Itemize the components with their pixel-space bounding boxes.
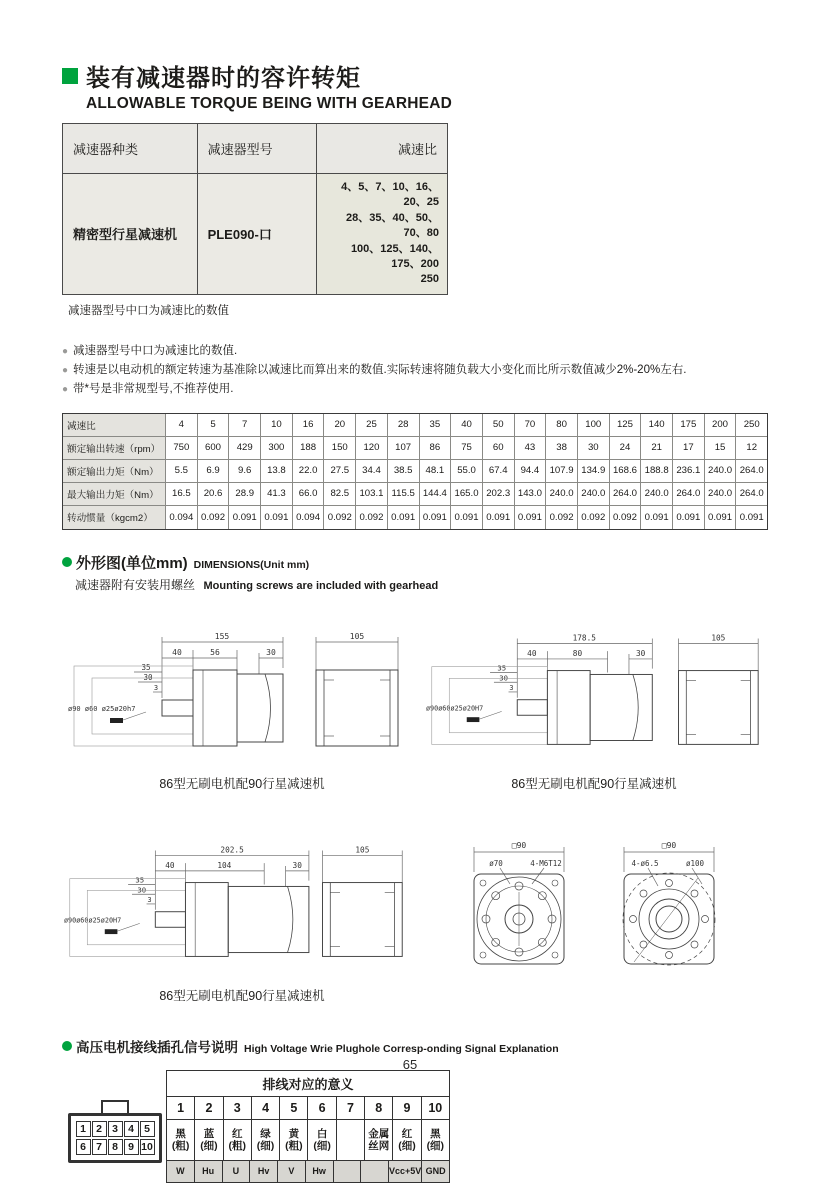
pin-signal-table <box>166 1070 450 1183</box>
dim-h1: 35 <box>497 663 507 673</box>
signal-cell: Vcc+5V <box>388 1161 421 1182</box>
gearhead-table-header-row <box>63 124 448 174</box>
page-number: 65 <box>402 1057 418 1072</box>
spec-cell: 188 <box>292 437 324 459</box>
spec-cell: 134.9 <box>577 460 609 482</box>
spec-cell: 4 <box>166 414 197 436</box>
note-text: 转速是以电动机的额定转速为基准除以减速比而算出来的数值.实际转速将随负载大小变化而比所示数值减少2%-20%左右. <box>73 363 687 376</box>
spec-cell: 0.092 <box>323 506 355 529</box>
connector-pin: 10 <box>141 1140 153 1153</box>
wire-color-cell: 黄(粗) <box>279 1120 307 1160</box>
dim-d2: 56 <box>210 647 220 657</box>
drawing-caption: 86型无刷电机配90行星减速机 <box>159 988 325 1003</box>
spec-row-label: 减速比 <box>63 414 166 436</box>
spec-row-ratio <box>63 414 767 437</box>
spec-cell: 264.0 <box>735 483 767 505</box>
wire-color-cell: 黑(细) <box>421 1120 449 1160</box>
spec-cell: 240.0 <box>704 460 736 482</box>
spec-cell: 240.0 <box>577 483 609 505</box>
wire-color-cell: 绿(细) <box>251 1120 279 1160</box>
pin-number-cell: 5 <box>279 1097 307 1119</box>
drawing-1 <box>62 620 422 792</box>
spec-row-max-torque <box>63 483 767 506</box>
spec-cell: 250 <box>735 414 767 436</box>
page-title-en: ALLOWABLE TORQUE BEING WITH GEARHEAD <box>86 95 452 112</box>
spec-cell: 35 <box>419 414 451 436</box>
pin-number-cell: 4 <box>251 1097 279 1119</box>
spec-cell: 6.9 <box>197 460 229 482</box>
spec-cell: 75 <box>450 437 482 459</box>
dimensions-subtitle <box>75 576 762 594</box>
wire-color-cell: 黑(粗) <box>171 1127 190 1152</box>
spec-cell: 17 <box>672 437 704 459</box>
dim-h2: 30 <box>143 672 153 682</box>
drawing-3 <box>62 832 422 1004</box>
pin-number-cell: 6 <box>307 1097 335 1119</box>
green-dot-icon <box>62 1041 72 1051</box>
green-dot-icon <box>62 557 72 567</box>
spec-cell: 94.4 <box>514 460 546 482</box>
bullet-icon: ● <box>62 383 69 395</box>
connector-pin: 1 <box>76 1121 91 1137</box>
front-left-dim: □90 <box>511 840 527 850</box>
gearhead-type: 精密型行星减速机 <box>63 174 198 295</box>
dimensions-title-en: DIMENSIONS(Unit mm) <box>193 558 310 571</box>
connector-diagram <box>68 1100 162 1163</box>
spec-cell: 28 <box>387 414 419 436</box>
spec-cell: 0.094 <box>166 506 197 529</box>
spec-row-label: 额定输出力矩（Nm） <box>63 460 166 482</box>
dimensions-title-cn: 外形图(单位mm) <box>76 554 188 572</box>
spec-cell: 27.5 <box>323 460 355 482</box>
gearhead-ratios <box>317 174 448 295</box>
spec-cell: 34.4 <box>355 460 387 482</box>
dim-h3: 3 <box>153 683 159 692</box>
bullet-icon: ● <box>62 364 69 376</box>
spec-cell: 15 <box>704 437 736 459</box>
spec-cell: 120 <box>355 437 387 459</box>
green-square-icon <box>62 68 78 84</box>
spec-cell: 168.6 <box>609 460 641 482</box>
dim-flange: 105 <box>711 633 726 643</box>
pin-number-cell: 1 <box>177 1100 185 1115</box>
spec-cell: 41.3 <box>260 483 292 505</box>
pin-number-cell: 9 <box>392 1097 420 1119</box>
front-left-circle-label: ø70 <box>489 858 503 868</box>
spec-cell: 0.092 <box>545 506 577 529</box>
dim-h3: 3 <box>147 895 152 904</box>
spec-cell: 107 <box>387 437 419 459</box>
pin-number-cell: 10 <box>421 1097 449 1119</box>
drawing-2 <box>424 620 764 792</box>
spec-cell: 140 <box>640 414 672 436</box>
spec-cell: 103.1 <box>355 483 387 505</box>
spec-cell: 13.8 <box>260 460 292 482</box>
spec-cell: 600 <box>197 437 229 459</box>
spec-cell: 240.0 <box>545 483 577 505</box>
page-title-row <box>62 58 762 93</box>
dim-h2: 30 <box>499 672 509 682</box>
front-right-holes-label: 4-ø6.5 <box>631 858 659 868</box>
spec-cell: 70 <box>514 414 546 436</box>
spec-cell: 40 <box>450 414 482 436</box>
spec-cell: 0.091 <box>514 506 546 529</box>
spec-cell: 0.092 <box>577 506 609 529</box>
dim-total: 202.5 <box>220 845 244 855</box>
spec-cell: 66.0 <box>292 483 324 505</box>
dim-d3: 30 <box>292 860 302 870</box>
bullet-icon: ● <box>62 345 69 357</box>
dimensions-subtitle-en: Mounting screws are included with gearhead <box>203 579 439 592</box>
wire-color-cell: 蓝(细) <box>194 1120 222 1160</box>
spec-row-rated-speed <box>63 437 767 460</box>
dim-h1: 35 <box>141 662 151 672</box>
dim-total: 155 <box>214 631 230 641</box>
key-mark <box>110 718 123 723</box>
note-item <box>62 361 762 380</box>
spec-cell: 0.092 <box>197 506 229 529</box>
spec-cell: 28.9 <box>228 483 260 505</box>
dim-d1: 40 <box>172 647 182 657</box>
spec-cell: 55.0 <box>450 460 482 482</box>
spec-cell: 0.091 <box>672 506 704 529</box>
signal-cell: GND <box>421 1161 449 1182</box>
spec-row-rated-torque <box>63 460 767 483</box>
dim-h2: 30 <box>137 884 147 894</box>
spec-cell: 236.1 <box>672 460 704 482</box>
spec-cell: 50 <box>482 414 514 436</box>
pin-number-cell: 3 <box>223 1097 251 1119</box>
spec-cell: 107.9 <box>545 460 577 482</box>
pin-number-cell: 7 <box>336 1097 364 1119</box>
dim-h1: 35 <box>135 875 145 885</box>
dim-flange: 105 <box>355 845 370 855</box>
signal-cell: Hv <box>249 1161 277 1182</box>
spec-cell: 5 <box>197 414 229 436</box>
spec-cell: 0.091 <box>419 506 451 529</box>
wire-color-cell: 红(细) <box>392 1120 420 1160</box>
dim-h3: 3 <box>509 683 514 692</box>
spec-row-inertia <box>63 506 767 529</box>
spec-cell: 25 <box>355 414 387 436</box>
spec-cell: 21 <box>640 437 672 459</box>
side-view-drawing-202 <box>62 832 410 972</box>
dim-d1: 40 <box>165 860 175 870</box>
connector-pin: 7 <box>92 1139 107 1155</box>
ratio-line: 250 <box>420 273 439 286</box>
spec-row-label: 最大输出力矩（Nm） <box>63 483 166 505</box>
spec-cell: 16.5 <box>166 483 197 505</box>
dim-flange: 105 <box>349 631 365 641</box>
spec-cell: 150 <box>323 437 355 459</box>
notes-list <box>62 342 762 399</box>
pin-area <box>62 1070 762 1183</box>
shaft-diameters-label: ø90ø60ø25ø20H7 <box>425 704 484 713</box>
signal-cell: Hu <box>194 1161 222 1182</box>
spec-cell: 48.1 <box>419 460 451 482</box>
spec-cell: 300 <box>260 437 292 459</box>
spec-cell: 750 <box>166 437 197 459</box>
connector-pin: 2 <box>92 1121 107 1137</box>
key-mark <box>467 717 480 722</box>
wire-color-cell: 金属丝网 <box>364 1120 392 1160</box>
spec-cell: 0.091 <box>387 506 419 529</box>
drawing-4-front-views <box>424 832 764 1004</box>
connector-body <box>68 1113 162 1163</box>
dimensions-subtitle-cn: 减速器附有安装用螺丝 <box>75 577 196 592</box>
signal-title-cn: 高压电机接线插孔信号说明 <box>76 1039 238 1055</box>
connector-pin: 4 <box>124 1121 139 1137</box>
spec-cell: 175 <box>672 414 704 436</box>
spec-cell: 20 <box>323 414 355 436</box>
pin-number-cell: 8 <box>364 1097 392 1119</box>
dim-d3: 30 <box>635 648 646 658</box>
key-mark <box>105 929 118 934</box>
ratio-line: 28、35、40、50、70、80 <box>346 211 439 240</box>
spec-cell: 0.094 <box>292 506 324 529</box>
dimensions-header <box>62 552 762 573</box>
dim-d1: 40 <box>527 648 537 658</box>
gearhead-table <box>62 123 448 295</box>
spec-cell: 0.092 <box>609 506 641 529</box>
spec-cell: 188.8 <box>640 460 672 482</box>
spec-cell: 16 <box>292 414 324 436</box>
page-title-cn: 装有减速器时的容许转矩 <box>86 65 361 92</box>
connector-pin: 8 <box>108 1139 123 1155</box>
signal-cell: U <box>222 1161 250 1182</box>
spec-cell: 60 <box>482 437 514 459</box>
connector-pin: 6 <box>76 1139 91 1155</box>
shaft-diameters-label: ø90 ø60 ø25ø20h7 <box>68 704 136 713</box>
note-item <box>62 342 762 361</box>
connector-pin: 9 <box>124 1139 139 1155</box>
signal-section-header <box>62 1036 762 1056</box>
pin-table-title: 排线对应的意义 <box>167 1071 449 1097</box>
pin-number-cell: 2 <box>194 1097 222 1119</box>
signal-cell <box>360 1161 388 1182</box>
spec-cell: 20.6 <box>197 483 229 505</box>
spec-cell: 43 <box>514 437 546 459</box>
spec-cell: 0.091 <box>260 506 292 529</box>
spec-cell: 67.4 <box>482 460 514 482</box>
shaft-diameters-label: ø90ø60ø25ø20H7 <box>63 916 122 925</box>
spec-cell: 30 <box>577 437 609 459</box>
connector-tab <box>101 1100 129 1113</box>
gearhead-model: PLE090-口 <box>197 174 317 295</box>
drawings-grid <box>62 620 762 1004</box>
spec-cell: 165.0 <box>450 483 482 505</box>
front-right-circle-label: ø100 <box>685 858 705 868</box>
note-text: 减速器型号中口为减速比的数值. <box>73 344 238 357</box>
spec-cell: 240.0 <box>640 483 672 505</box>
signal-cell <box>333 1161 361 1182</box>
spec-cell: 100 <box>577 414 609 436</box>
dim-total: 178.5 <box>572 633 596 643</box>
front-left-holes-label: 4-M6T12 <box>530 858 562 868</box>
spec-cell: 200 <box>704 414 736 436</box>
spec-cell: 125 <box>609 414 641 436</box>
signal-cell: W <box>167 1161 194 1182</box>
col-header-model: 减速器型号 <box>197 124 317 174</box>
spec-cell: 0.091 <box>450 506 482 529</box>
spec-cell: 0.091 <box>228 506 260 529</box>
note-item <box>62 380 762 399</box>
spec-cell: 10 <box>260 414 292 436</box>
spec-cell: 115.5 <box>387 483 419 505</box>
spec-cell: 86 <box>419 437 451 459</box>
ratio-line: 4、5、7、10、16、20、25 <box>341 181 439 209</box>
front-right-dim: □90 <box>661 840 677 850</box>
spec-cell: 0.092 <box>355 506 387 529</box>
table-note: 减速器型号中口为减速比的数值 <box>68 304 229 317</box>
front-view-drawing <box>444 832 744 977</box>
spec-cell: 9.6 <box>228 460 260 482</box>
spec-cell: 264.0 <box>672 483 704 505</box>
spec-cell: 80 <box>545 414 577 436</box>
spec-cell: 22.0 <box>292 460 324 482</box>
spec-cell: 24 <box>609 437 641 459</box>
signal-title-en: High Voltage Wrie Plughole Corresp-onding Signal Explanation <box>244 1042 559 1055</box>
spec-cell: 5.5 <box>166 460 197 482</box>
dim-d2: 104 <box>217 860 232 870</box>
dim-d3: 30 <box>266 647 276 657</box>
connector-pin: 5 <box>140 1121 155 1137</box>
connector-pin: 3 <box>108 1121 123 1137</box>
drawing-caption: 86型无刷电机配90行星减速机 <box>159 776 325 791</box>
gearhead-table-data-row <box>63 174 448 295</box>
spec-cell: 7 <box>228 414 260 436</box>
signal-cell: V <box>277 1161 305 1182</box>
col-header-type: 减速器种类 <box>63 124 198 174</box>
spec-cell: 0.091 <box>704 506 736 529</box>
spec-cell: 38.5 <box>387 460 419 482</box>
spec-row-label: 转动惯量（kgcm2） <box>63 506 166 529</box>
dim-d2: 80 <box>572 648 583 658</box>
note-text: 带*号是非常规型号,不推荐使用. <box>73 382 234 395</box>
wire-color-cell: 白(细) <box>307 1120 335 1160</box>
spec-cell: 143.0 <box>514 483 546 505</box>
spec-cell: 38 <box>545 437 577 459</box>
spec-cell: 240.0 <box>704 483 736 505</box>
wire-color-cell <box>336 1120 364 1160</box>
spec-cell: 264.0 <box>735 460 767 482</box>
side-view-drawing-155 <box>62 620 402 760</box>
spec-cell: 0.091 <box>735 506 767 529</box>
spec-cell: 0.091 <box>482 506 514 529</box>
spec-cell: 429 <box>228 437 260 459</box>
spec-cell: 264.0 <box>609 483 641 505</box>
side-view-drawing-178 <box>424 620 764 760</box>
drawing-caption: 86型无刷电机配90行星减速机 <box>511 776 677 791</box>
ratio-line: 100、125、140、175、200 <box>350 242 439 270</box>
spec-cell: 12 <box>735 437 767 459</box>
signal-cell: Hw <box>305 1161 333 1182</box>
wire-color-cell: 红(粗) <box>223 1120 251 1160</box>
spec-cell: 202.3 <box>482 483 514 505</box>
spec-row-label: 额定输出转速（rpm） <box>63 437 166 459</box>
spec-cell: 0.091 <box>640 506 672 529</box>
spec-cell: 82.5 <box>323 483 355 505</box>
spec-table <box>62 413 768 530</box>
spec-cell: 144.4 <box>419 483 451 505</box>
col-header-ratio: 减速比 <box>317 124 448 174</box>
